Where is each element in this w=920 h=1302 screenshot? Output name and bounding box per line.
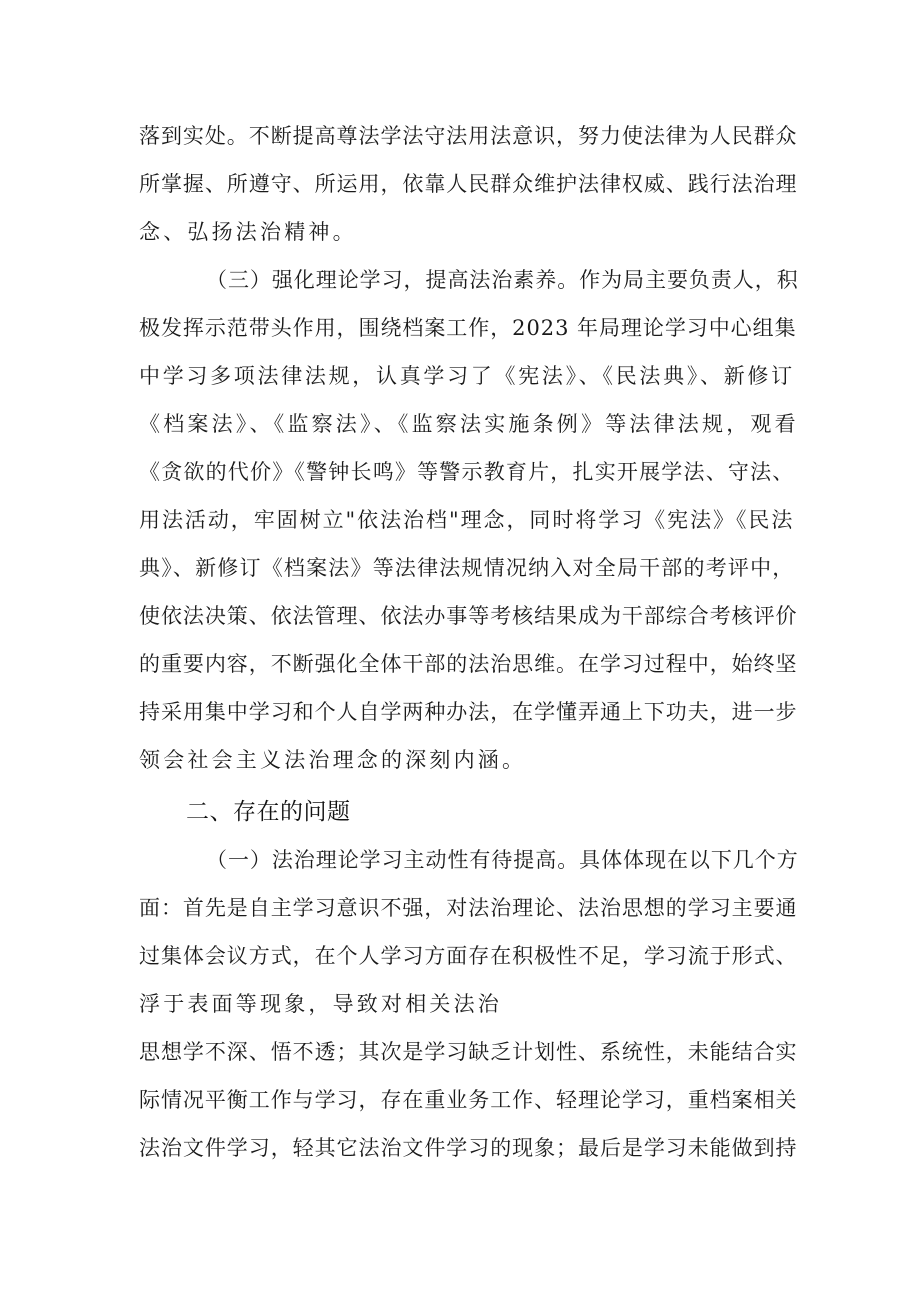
paragraph-line: （三）强化理论学习，提高法治素养。作为局主要负责人，积: [206, 268, 799, 292]
paragraph-line: 领会社会主义法治理念的深刻内涵。: [139, 748, 527, 772]
paragraph-line: 面：首先是自主学习意识不强，对法治理论、法治思想的学习主要通: [139, 896, 798, 920]
paragraph-line: 法治文件学习，轻其它法治文件学习的现象；最后是学习未能做到持: [139, 1136, 798, 1160]
paragraph-line: 典》、新修订《档案法》等法律法规情况纳入对全局干部的考评中，: [139, 556, 795, 580]
paragraph-line: 念、弘扬法治精神。: [139, 220, 357, 244]
paragraph-line: 际情况平衡工作与学习，存在重业务工作、轻理论学习，重档案相关: [139, 1088, 798, 1112]
paragraph-line: 《贪欲的代价》《警钟长鸣》等警示教育片，扎实开展学法、守法、: [139, 460, 795, 484]
paragraph-line: 过集体会议方式，在个人学习方面存在积极性不足，学习流于形式、: [139, 944, 798, 968]
paragraph-line: 使依法决策、依法管理、依法办事等考核结果成为干部综合考核评价: [139, 604, 798, 628]
paragraph-line: 中学习多项法律法规，认真学习了《宪法》、《民法典》、新修订: [139, 364, 795, 388]
paragraph-line: 用法活动，牢固树立"依法治档"理念，同时将学习《宪法》《民法: [139, 508, 795, 532]
paragraph-line: 所掌握、所遵守、所运用，依靠人民群众维护法律权威、践行法治理: [139, 172, 798, 196]
paragraph-line: 的重要内容，不断强化全体干部的法治思维。在学习过程中，始终坚: [139, 652, 798, 676]
paragraph-line: 思想学不深、悟不透；其次是学习缺乏计划性、系统性，未能结合实: [139, 1040, 798, 1064]
paragraph-line: 持采用集中学习和个人自学两种办法，在学懂弄通上下功夫，进一步: [139, 700, 798, 724]
paragraph-line: （一）法治理论学习主动性有待提高。具体体现在以下几个方: [206, 848, 799, 872]
paragraph-line: 《档案法》、《监察法》、《监察法实施条例》等法律法规，观看: [139, 412, 799, 436]
paragraph-line: 落到实处。不断提高尊法学法守法用法意识，努力使法律为人民群众: [139, 124, 798, 148]
section-heading: 二、存在的问题: [186, 799, 351, 825]
paragraph-line: 浮于表面等现象，导致对相关法治: [139, 992, 502, 1016]
paragraph-line: 极发挥示范带头作用，围绕档案工作，2023 年局理论学习中心组集: [139, 316, 797, 340]
